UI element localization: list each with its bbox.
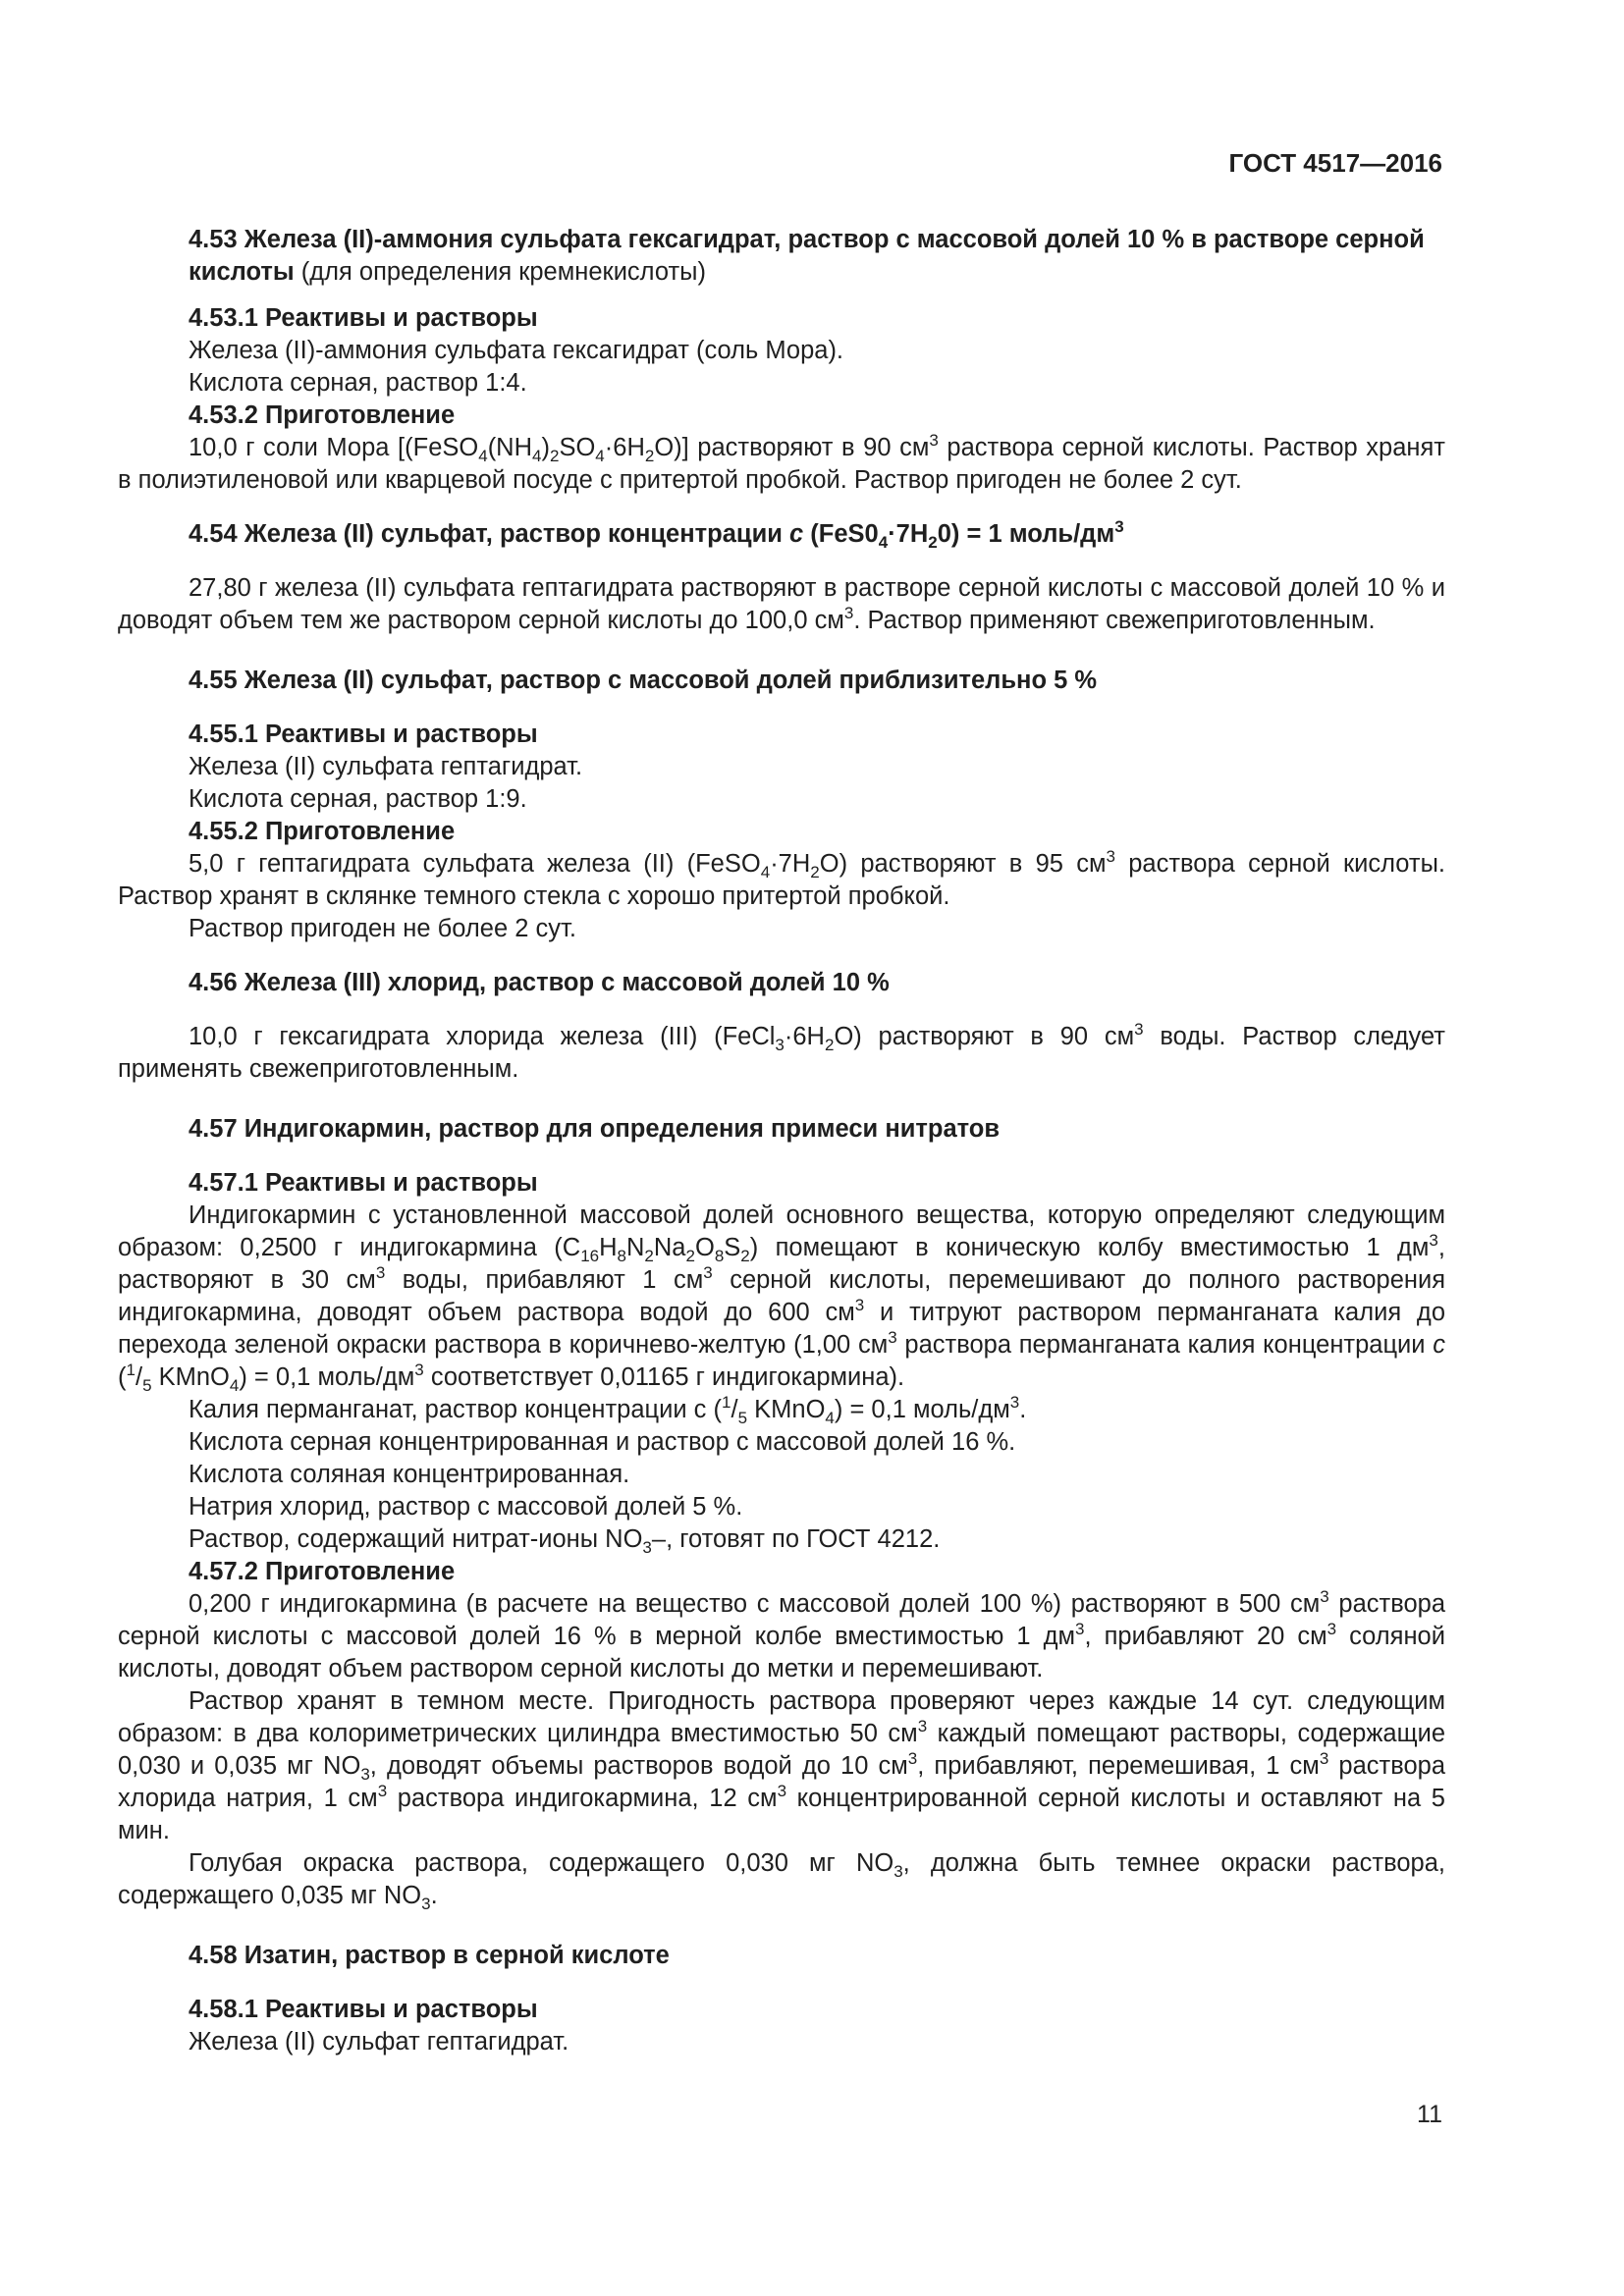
section-4-57-1-title: 4.57.1 Реактивы и растворы (189, 1169, 538, 1197)
paragraph: 0,200 г индигокармина (в расчете на вещество с массовой долей 100 %) растворяют в 500 $см^3$ раствора серной кислоты с массовой долей 16 % в мерной колбе вместимостью 1 $дм^3$, прибавляют 20 $см^3$ соляной кислоты, доводят объем раствором серной кислоты до метки и перемешивают. (118, 1587, 1445, 1682)
section-4-53-title: 4.53 Железа (II)-аммония сульфата гексагидрат, раствор с массовой долей 10 % в растворе серной кислоты (для определения кремнекислоты) (189, 226, 1425, 286)
list-item: Кислота серная концентрированная и раствор с массовой долей 16 %. (189, 1428, 1016, 1456)
list-item: Железа (II) сульфата гептагидрат. (189, 753, 583, 780)
list-item: Кислота соляная концентрированная. (189, 1461, 630, 1488)
list-item: Кислота серная, раствор 1:9. (189, 785, 527, 813)
list-item: Кислота серная, раствор 1:4. (189, 369, 527, 397)
list-item: Натрия хлорид, раствор с массовой долей 5 %. (189, 1493, 743, 1521)
section-4-57-title: 4.57 Индигокармин, раствор для определения примеси нитратов (189, 1115, 1001, 1143)
list-item: Раствор, содержащий нитрат-ионы $NO_3-$, готовят по ГОСТ 4212. (189, 1525, 941, 1557)
list-item: Железа (II) сульфат гептагидрат. (189, 2028, 569, 2056)
section-4-58-1-title: 4.58.1 Реактивы и растворы (189, 1996, 538, 2023)
section-4-53-1-title: 4.53.1 Реактивы и растворы (189, 304, 538, 332)
section-4-56-title: 4.56 Железа (III) хлорид, раствор с массовой долей 10 % (189, 969, 890, 996)
section-4-58-title: 4.58 Изатин, раствор в серной кислоте (189, 1942, 670, 1969)
section-4-53-2-title: 4.53.2 Приготовление (189, 401, 456, 429)
section-4-55-1-title: 4.55.1 Реактивы и растворы (189, 721, 538, 748)
doc-header: ГОСТ 4517—2016 (1228, 148, 1442, 178)
list-item: Железа (II)-аммония сульфата гексагидрат (соль Мора). (189, 337, 844, 364)
paragraph: 10,0 г гексагидрата хлорида железа (III) $(FeCl_3\cdot 6H_2O)$ растворяют в 90 $см^3$ воды. Раствор следует применять свежеприготовленным. (118, 1020, 1445, 1083)
paragraph: Раствор хранят в темном месте. Пригодность раствора проверяют через каждые 14 сут. следующим образом: в два колориметрических цилиндра вместимостью 50 $см^3$ каждый помещают растворы, содержащие 0,030 и 0,035 мг $NO_3$, доводят объемы растворов водой до 10 $см^3$, прибавляют, перемешивая, 1 $см^3$ раствора хлорида натрия, 1 $см^3$ раствора индигокармина, 12 $см^3$ концентрированной серной кислоты и оставляют на 5 мин. (118, 1687, 1446, 1844)
section-4-54-title: 4.54 Железа (II) сульфат, раствор концентрации c $(FeS0_4\cdot 7H_20) = 1$ моль/$дм^3$ (189, 517, 1124, 552)
page-number: 11 (1417, 2101, 1442, 2128)
paragraph: 27,80 г железа (II) сульфата гептагидрата растворяют в растворе серной кислоты с массовой долей 10 % и доводят объем тем же раствором серной кислоты до 100,0 $см^3$. Раствор применяют свежеприготовленным. (118, 574, 1445, 634)
list-item: Калия перманганат, раствор концентрации с ($^1/_5$ KMnO$_4$) = 0,1 моль/$дм^3$. (189, 1393, 1027, 1427)
paragraph: Индигокармин с установленной массовой долей основного вещества, которую определяют следующим образом: 0,2500 г индигокармина $(C_{16}H_8N_2Na_2O_8S_2)$ помещают в коническую колбу вместимостью 1 $дм^3$, растворяют в 30 $см^3$ воды, прибавляют 1 $см^3$ серной кислоты, перемешивают до полного растворения индигокармина, доводят объем раствора водой до 600 $см^3$ и титруют раствором перманганата калия до перехода зеленой окраски раствора в коричнево-желтую (1,00 $см^3$ раствора перманганата калия концентрации c ($^1/_5$ KMnO$_4$) = 0,1 моль/$дм^3$ соответствует 0,01165 г индигокармина). (118, 1201, 1446, 1395)
paragraph: Раствор пригоден не более 2 сут. (189, 915, 576, 942)
section-4-57-2-title: 4.57.2 Приготовление (189, 1558, 456, 1585)
paragraph: Голубая окраска раствора, содержащего 0,030 мг $NO_3$, должна быть темнее окраски раствора, содержащего 0,035 мг $NO_3$. (118, 1849, 1446, 1913)
section-4-55-title: 4.55 Железа (II) сульфат, раствор с массовой долей приблизительно 5 % (189, 667, 1098, 694)
paragraph: 10,0 г соли Мора $[(FeSO_4(NH_4)_2SO_4\cdot 6H_2O)]$ растворяют в 90 $см^3$ раствора серной кислоты. Раствор хранят в полиэтиленовой или кварцевой посуде с притертой пробкой. Раствор пригоден не более 2 сут. (118, 431, 1445, 494)
paragraph: 5,0 г гептагидрата сульфата железа (II) $(FeSO_4\cdot 7H_2O)$ растворяют в 95 $см^3$ раствора серной кислоты. Раствор хранят в склянке темного стекла с хорошо притертой пробкой. (118, 847, 1445, 910)
page-content (118, 224, 1445, 2058)
section-4-55-2-title: 4.55.2 Приготовление (189, 818, 456, 845)
